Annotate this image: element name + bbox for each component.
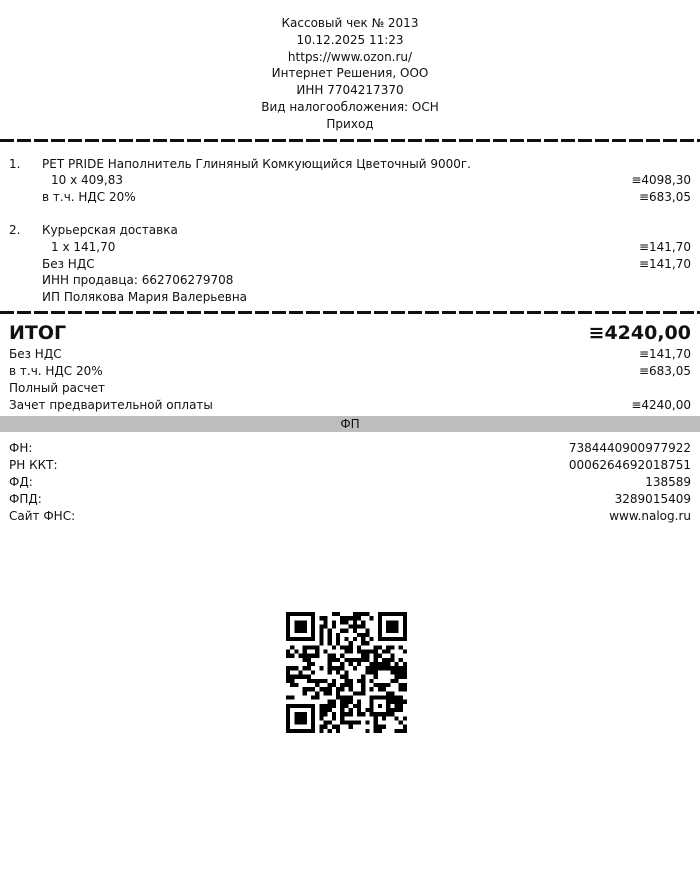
receipt-header bbox=[0, 0, 700, 133]
seller-name: ИП Полякова Мария Валерьевна bbox=[42, 290, 248, 305]
totals-row-value: ≡683,05 bbox=[638, 363, 691, 378]
fiscal-row bbox=[0, 457, 700, 474]
total-row bbox=[0, 320, 700, 346]
item-tax-label: в т.ч. НДС 20% bbox=[42, 190, 136, 205]
totals-row-value: ≡4240,00 bbox=[631, 397, 691, 412]
fiscal-value: 7384440900977922 bbox=[568, 440, 691, 455]
fiscal-label: Сайт ФНС: bbox=[9, 508, 76, 523]
totals-row-label: Зачет предварительной оплаты bbox=[9, 397, 213, 412]
item-number: 2. bbox=[9, 222, 21, 237]
fiscal-label: РН ККТ: bbox=[9, 457, 58, 472]
fiscal-row bbox=[0, 440, 700, 457]
fiscal-label: ФН: bbox=[9, 440, 33, 455]
total-label: ИТОГ bbox=[9, 321, 67, 344]
operation-type: Приход bbox=[326, 116, 374, 131]
total-value: ≡4240,00 bbox=[588, 321, 691, 344]
fiscal-info bbox=[0, 440, 700, 525]
totals-row-label: Без НДС bbox=[9, 346, 62, 361]
store-url: https://www.ozon.ru/ bbox=[287, 49, 413, 64]
fiscal-value: 138589 bbox=[645, 474, 691, 489]
list-item bbox=[9, 156, 691, 206]
totals-row bbox=[0, 380, 700, 397]
item-sum: ≡141,70 bbox=[638, 239, 691, 254]
fp-section-title: ФП bbox=[0, 416, 700, 432]
totals-row-label: в т.ч. НДС 20% bbox=[9, 363, 103, 378]
list-item bbox=[9, 222, 691, 306]
totals-row-label: Полный расчет bbox=[9, 380, 105, 395]
item-tax-value: ≡683,05 bbox=[638, 190, 691, 205]
fiscal-row bbox=[0, 491, 700, 508]
fiscal-value: www.nalog.ru bbox=[609, 508, 691, 523]
receipt-datetime: 10.12.2025 11:23 bbox=[296, 32, 404, 47]
fiscal-value: 3289015409 bbox=[614, 491, 691, 506]
fiscal-row bbox=[0, 508, 700, 525]
item-number: 1. bbox=[9, 156, 21, 171]
qr-code-icon bbox=[286, 612, 407, 733]
fiscal-label: ФД: bbox=[9, 474, 33, 489]
seller-inn: ИНН продавца: 662706279708 bbox=[42, 273, 234, 288]
tax-system: Вид налогообложения: ОСН bbox=[261, 99, 439, 114]
receipt-title: Кассовый чек № 2013 bbox=[281, 16, 419, 30]
item-tax-label: Без НДС bbox=[42, 256, 95, 271]
item-name: Курьерская доставка bbox=[42, 222, 178, 237]
totals-row bbox=[0, 363, 700, 380]
totals-row bbox=[0, 346, 700, 363]
fiscal-label: ФПД: bbox=[9, 491, 42, 506]
fiscal-row bbox=[0, 474, 700, 491]
company-inn: ИНН 7704217370 bbox=[296, 83, 404, 98]
item-tax-value: ≡141,70 bbox=[638, 256, 691, 271]
item-quantity: 10 x 409,83 bbox=[51, 173, 123, 188]
item-quantity: 1 x 141,70 bbox=[51, 239, 116, 254]
items-list bbox=[0, 142, 700, 306]
totals-row-value: ≡141,70 bbox=[638, 346, 691, 361]
item-sum: ≡4098,30 bbox=[631, 173, 691, 188]
item-name: PET PRIDE Наполнитель Глиняный Комкующийся Цветочный 9000г. bbox=[42, 156, 471, 171]
totals-breakdown bbox=[0, 346, 700, 414]
company-name: Интернет Решения, ООО bbox=[271, 66, 429, 81]
fiscal-value: 0006264692018751 bbox=[568, 457, 691, 472]
divider bbox=[0, 311, 700, 314]
totals-row bbox=[0, 397, 700, 414]
